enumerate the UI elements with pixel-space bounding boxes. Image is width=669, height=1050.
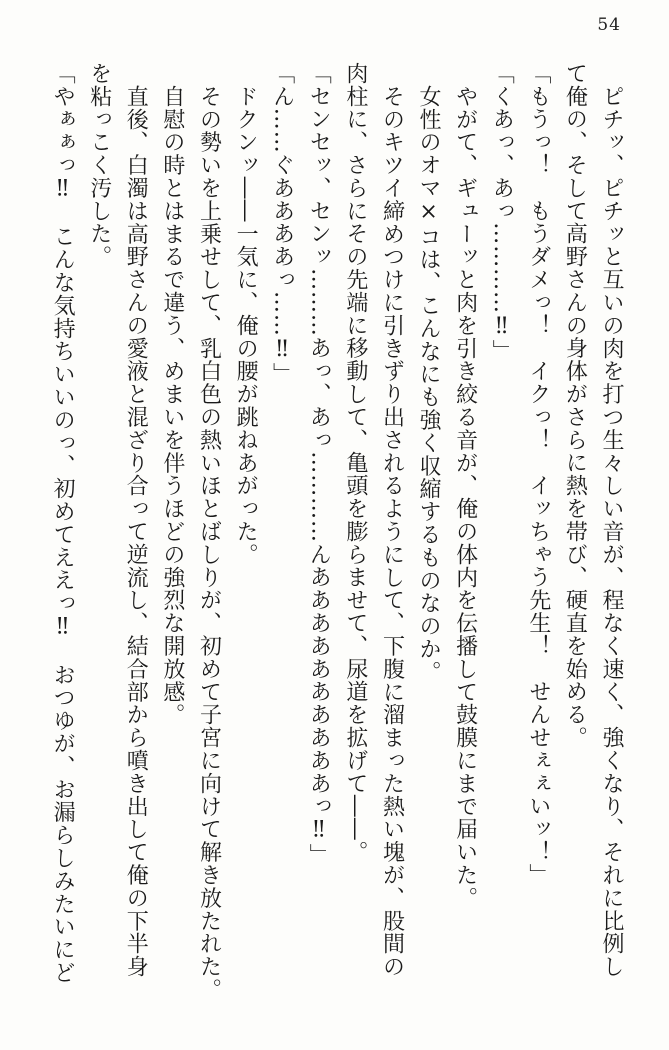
vertical-text-block xyxy=(44,62,630,1014)
text-line: ピチッ、ピチッと互いの肉を打つ生々しい音が、程なく速く、強くなり、それに比例し xyxy=(599,85,624,979)
text-line: その勢いを上乗せして、乳白色の熱いほとばしりが、初めて子宮に向けて解き放たれた。 xyxy=(196,85,222,1001)
text-line: 「センセッ、センッ………あっ、あっ…………んああああああああああっ‼」 xyxy=(306,62,332,867)
text-line: 「もうっ！ もうダメっ！ イクっ！ イッちゃう先生！ せんせぇぇいッ！」 xyxy=(525,62,551,887)
text-line: やがて、ギューッと肉を引き絞る音が、俺の体内を伝播して鼓膜にまで届いた。 xyxy=(452,85,478,910)
text-line: ドクンッ――一気に、俺の腰が跳ねあがった。 xyxy=(233,85,259,566)
text-line: そのキツイ締めつけに引きずり出されるようにして、下腹に溜まった熱い塊が、股間の xyxy=(379,85,405,979)
text-line: 「やぁぁっ‼ こんな気持ちいいのっ、初めてええっ‼ おつゆが、お漏らしみたいにど xyxy=(50,62,76,984)
text-line: 女性のオマ×コは、こんなにも強く収縮するものなのか。 xyxy=(416,85,442,684)
text-line: て俺の、そして高野さんの身体がさらに熱を帯び、硬直を始める。 xyxy=(562,62,588,749)
page-number: 54 xyxy=(597,15,621,35)
text-line: 「くあっ、あっ…………‼」 xyxy=(489,62,515,363)
text-line: 「ん……ぐああああっ……‼」 xyxy=(269,62,295,386)
text-line: 直後、白濁は高野さんの愛液と混ざり合って逆流し、結合部から噴き出して俺の下半身 xyxy=(123,85,149,979)
text-line: 自慰の時とはまるで違う、めまいを伴うほどの強烈な開放感。 xyxy=(159,85,185,727)
text-line: を粘っこく汚した。 xyxy=(86,62,112,269)
text-line: 肉柱に、さらにその先端に移動して、亀頭を膨らませて、尿道を拡げて――。 xyxy=(342,62,368,864)
